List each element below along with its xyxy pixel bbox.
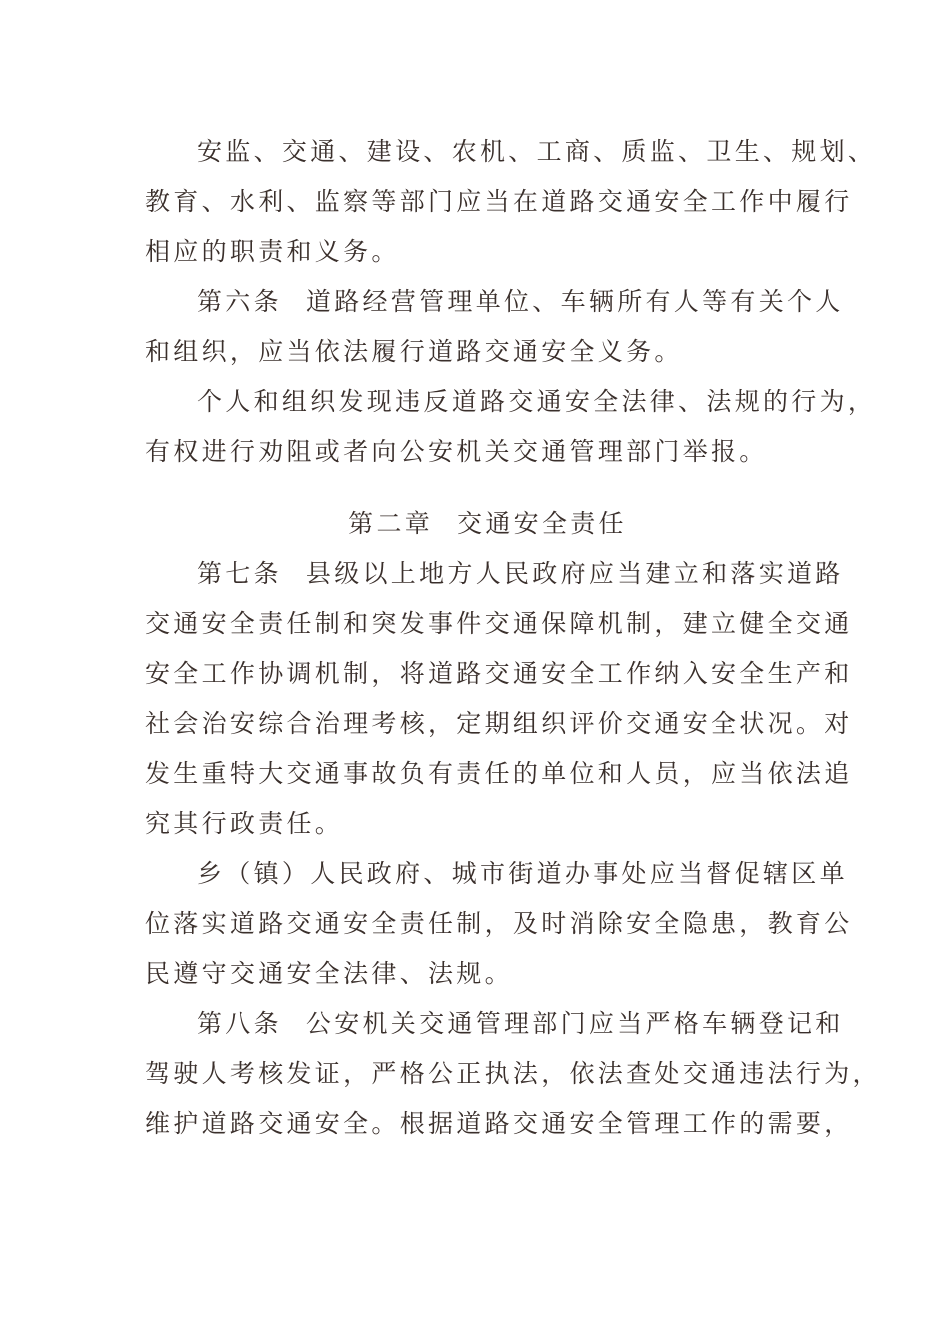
- paragraph-departments: [145, 127, 877, 277]
- text-line: [145, 999, 844, 1049]
- article-6: [145, 277, 844, 377]
- text-line: 社会治安综合治理考核，定期组织评价交通安全状况。对: [145, 709, 853, 738]
- paragraph-report: [145, 377, 877, 477]
- chapter-number: 第二章: [348, 509, 434, 538]
- text-line: 安监、交通、建设、农机、工商、质监、卫生、规划、: [197, 137, 877, 166]
- text-line: 驾驶人考核发证，严格公正执法，依法查处交通违法行为，: [145, 1059, 881, 1088]
- text-line: 乡（镇）人民政府、城市街道办事处应当督促辖区单: [197, 859, 848, 888]
- text-line: 教育、水利、监察等部门应当在道路交通安全工作中履行: [145, 187, 853, 216]
- article-number: 第七条: [197, 559, 282, 588]
- text-line: 相应的职责和义务。: [145, 237, 400, 266]
- article-8: [145, 999, 881, 1149]
- chapter-heading: [145, 499, 810, 549]
- article-text: 公安机关交通管理部门应当严格车辆登记和: [305, 1009, 844, 1038]
- chapter-title: 交通安全责任: [457, 509, 627, 538]
- article-text: 县级以上地方人民政府应当建立和落实道路: [305, 559, 844, 588]
- text-line: 民遵守交通安全法律、法规。: [145, 959, 513, 988]
- text-line: [145, 549, 844, 599]
- text-line: 和组织，应当依法履行道路交通安全义务。: [145, 337, 683, 366]
- text-line: 位落实道路交通安全责任制，及时消除安全隐患，教育公: [145, 909, 853, 938]
- article-7: [145, 549, 853, 849]
- text-line: 发生重特大交通事故负有责任的单位和人员，应当依法追: [145, 759, 853, 788]
- article-text: 道路经营管理单位、车辆所有人等有关个人: [305, 287, 844, 316]
- text-line: 究其行政责任。: [145, 809, 344, 838]
- text-line: [145, 277, 844, 327]
- article-number: 第六条: [197, 287, 282, 316]
- article-number: 第八条: [197, 1009, 282, 1038]
- paragraph-township: [145, 849, 853, 999]
- document-page: [145, 127, 881, 1149]
- text-line: 交通安全责任制和突发事件交通保障机制，建立健全交通: [145, 609, 853, 638]
- text-line: 安全工作协调机制，将道路交通安全工作纳入安全生产和: [145, 659, 853, 688]
- text-line: 个人和组织发现违反道路交通安全法律、法规的行为，: [197, 387, 877, 416]
- text-line: 有权进行劝阻或者向公安机关交通管理部门举报。: [145, 437, 768, 466]
- text-line: 维护道路交通安全。根据道路交通安全管理工作的需要，: [145, 1109, 853, 1138]
